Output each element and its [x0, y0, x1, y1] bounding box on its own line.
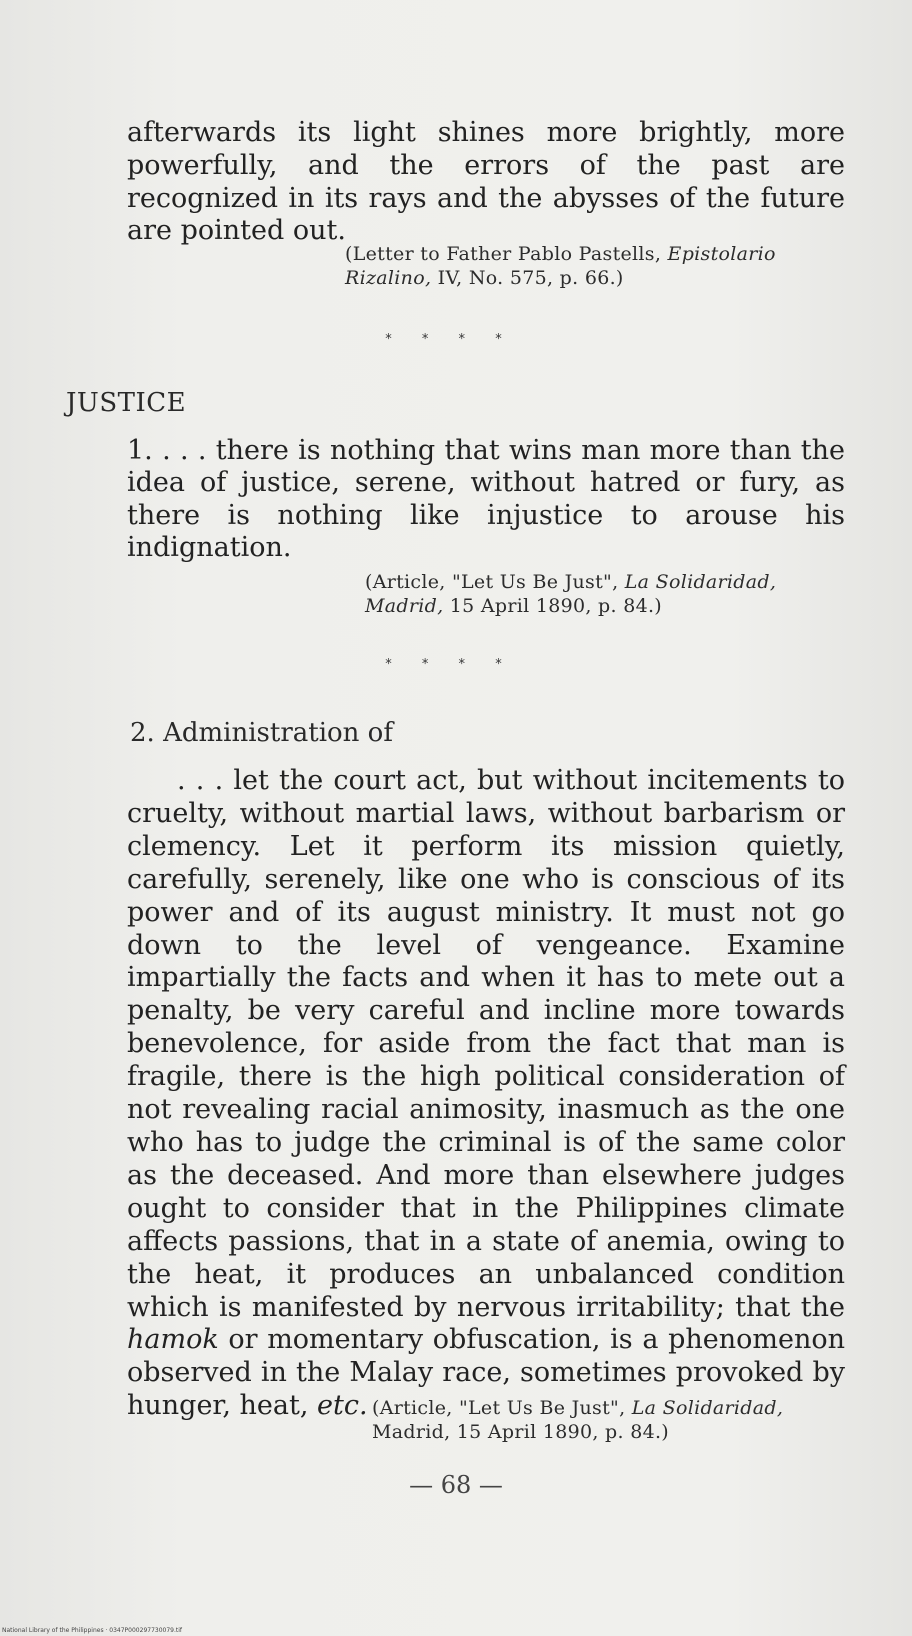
- item1-citation-pre: (Article, "Let Us Be Just",: [365, 571, 625, 593]
- item2-etc: etc.: [317, 1390, 368, 1422]
- intro-citation: [345, 242, 845, 290]
- item2-citation-italic: La Solidaridad,: [631, 1397, 784, 1419]
- item1-citation-post: 15 April 1890, p. 84.): [443, 595, 663, 617]
- justice-item-1: 1. . . . there is nothing that wins man more than the idea of justice, serene, without hatred or fury, as there is nothing like injustice to arouse his indignation.: [127, 435, 845, 564]
- page-number: — 68 —: [409, 1471, 503, 1499]
- item2-term-hamok: hamok: [127, 1324, 219, 1356]
- intro-citation-post: IV, No. 575, p. 66.): [431, 267, 624, 289]
- intro-citation-pre: (Letter to Father Pablo Pastells,: [345, 243, 668, 265]
- justice-item-2: [127, 765, 845, 1423]
- intro-citation-italic: Epistolario Rizalino,: [345, 243, 776, 289]
- separator-2: * * * *: [385, 657, 515, 672]
- item1-citation-italic: La Solidaridad, Madrid,: [365, 571, 777, 617]
- item2-text-b: or momentary obfuscation, is a phenomenon observed in the Malay race, sometimes provoked by hunger, heat,: [127, 1324, 845, 1422]
- item2-citation-pre: (Article, "Let Us Be Just",: [372, 1397, 632, 1419]
- intro-paragraph: afterwards its light shines more brightly, more powerfully, and the errors of the past are recognized in its rays and the abysses of the future are pointed out.: [127, 117, 845, 247]
- scan-credit: National Library of the Philippines · 0347P000297730079.tif: [2, 1627, 183, 1634]
- item2-citation-post: Madrid, 15 April 1890, p. 84.): [372, 1421, 670, 1443]
- item2-text-a: . . . let the court act, but without incitements to cruelty, without martial laws, without barbarism or clemency. Let it perform its mission quietly, carefully, serenely, like one who is conscious of its power and of its august ministry. It must not go down to the level of vengeance. Examine impartially the facts and when it has to mete out a penalty, be very careful and incline more towards benevolence, for aside from the fact that man is fragile, there is the high political consideration of not revealing racial animosity, inasmuch as the one who has to judge the criminal is of the same color as the deceased. And more than elsewhere judges ought to consider that in the Philippines climate affects passions, that in a state of anemia, owing to the heat, it produces an unbalanced condition which is manifested by nervous irritability; that the: [127, 765, 845, 1323]
- section-heading-justice: JUSTICE: [66, 388, 187, 418]
- justice-item-1-citation: [365, 570, 845, 618]
- justice-item-2-citation: [372, 1396, 845, 1444]
- separator-1: * * * *: [385, 332, 515, 347]
- subsection-heading-administration: 2. Administration of: [130, 718, 393, 748]
